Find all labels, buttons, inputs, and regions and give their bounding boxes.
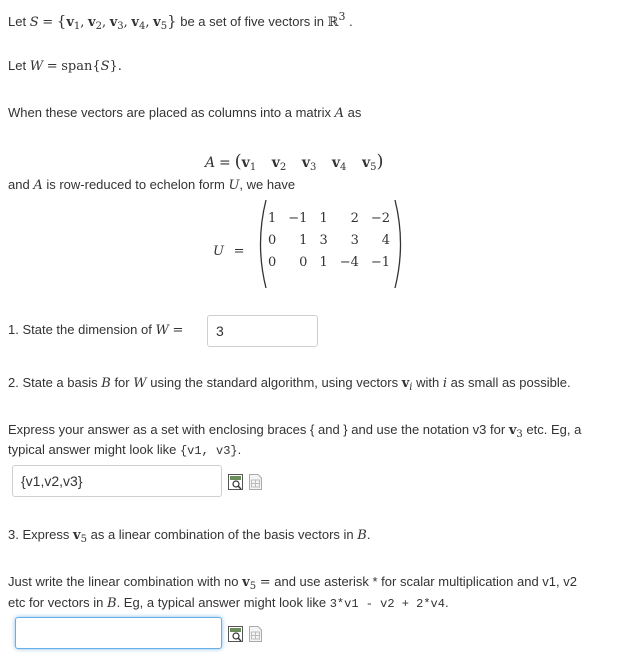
matrix-a-equation: $A = (v_1$ $v_2$ $v_3$ $v_4$ $v_5$) bbox=[205, 151, 384, 173]
matrix-cell: 2 bbox=[350, 210, 359, 226]
matrix-cell: 4 bbox=[381, 232, 391, 248]
matrix-cell: 1 bbox=[319, 254, 328, 270]
matrix-cell: 0 bbox=[268, 232, 277, 248]
matrix-u-label: U = bbox=[213, 244, 245, 259]
file-icon[interactable] bbox=[248, 474, 263, 490]
q2-answer-input[interactable]: {v1,v2,v3} bbox=[12, 465, 222, 497]
q3-instruction-line1: Just write the linear combination with no $v_5$ = and use asterisk * for scalar multiplication and v1, v2 bbox=[8, 574, 577, 592]
matrix-cell: 3 bbox=[350, 232, 359, 248]
file-icon[interactable] bbox=[248, 626, 263, 642]
matrix-u bbox=[262, 207, 396, 273]
matrix-cell: 1 bbox=[299, 232, 308, 248]
q2-express-line2: typical answer might look like {v1, v3}. bbox=[8, 442, 242, 458]
matrix-row bbox=[262, 207, 396, 229]
matrix-row bbox=[262, 229, 396, 251]
q3-question: 3. Express $v_5$ as a linear combination of the basis vectors in B. bbox=[8, 527, 371, 545]
q2-express-line1: Express your answer as a set with enclosing braces { and } and use the notation v3 for $v_3$ etc. Eg, a bbox=[8, 422, 582, 440]
matrix-cell: −1 bbox=[370, 254, 391, 270]
matrix-cell: 0 bbox=[299, 254, 308, 270]
matrix-cell: −4 bbox=[339, 254, 359, 270]
preview-icon[interactable] bbox=[228, 626, 243, 642]
matrix-cell: 0 bbox=[268, 254, 277, 270]
matrix-cell: 1 bbox=[268, 210, 277, 226]
matrix-cell: 3 bbox=[319, 232, 328, 248]
columns-text: When these vectors are placed as columns into a matrix A as bbox=[8, 105, 362, 121]
matrix-cell: −1 bbox=[288, 210, 308, 226]
row-reduced-text: and A is row-reduced to echelon form U, we have bbox=[8, 177, 296, 193]
q1-answer-input[interactable]: 3 bbox=[207, 315, 318, 347]
preview-icon[interactable] bbox=[228, 474, 243, 490]
matrix-row bbox=[262, 251, 396, 273]
q1-label: 1. State the dimension of W = bbox=[8, 322, 184, 338]
intro-line: Let $S = \{v_1$, $v_2$, $v_3$, $v_4$, $v_5$} be a set of five vectors in ℝ$^3$ . bbox=[8, 10, 353, 32]
let-w-line: Let W = span{S}. bbox=[8, 58, 122, 74]
matrix-cell: −2 bbox=[370, 210, 391, 226]
q3-instruction-line2: etc for vectors in B. Eg, a typical answer might look like 3*v1 - v2 + 2*v4. bbox=[8, 595, 449, 611]
q3-answer-input[interactable] bbox=[15, 617, 222, 649]
matrix-cell: 1 bbox=[319, 210, 328, 226]
q2-question: 2. State a basis B for W using the standard algorithm, using vectors $v_i$ with i as small as possible. bbox=[8, 375, 571, 393]
